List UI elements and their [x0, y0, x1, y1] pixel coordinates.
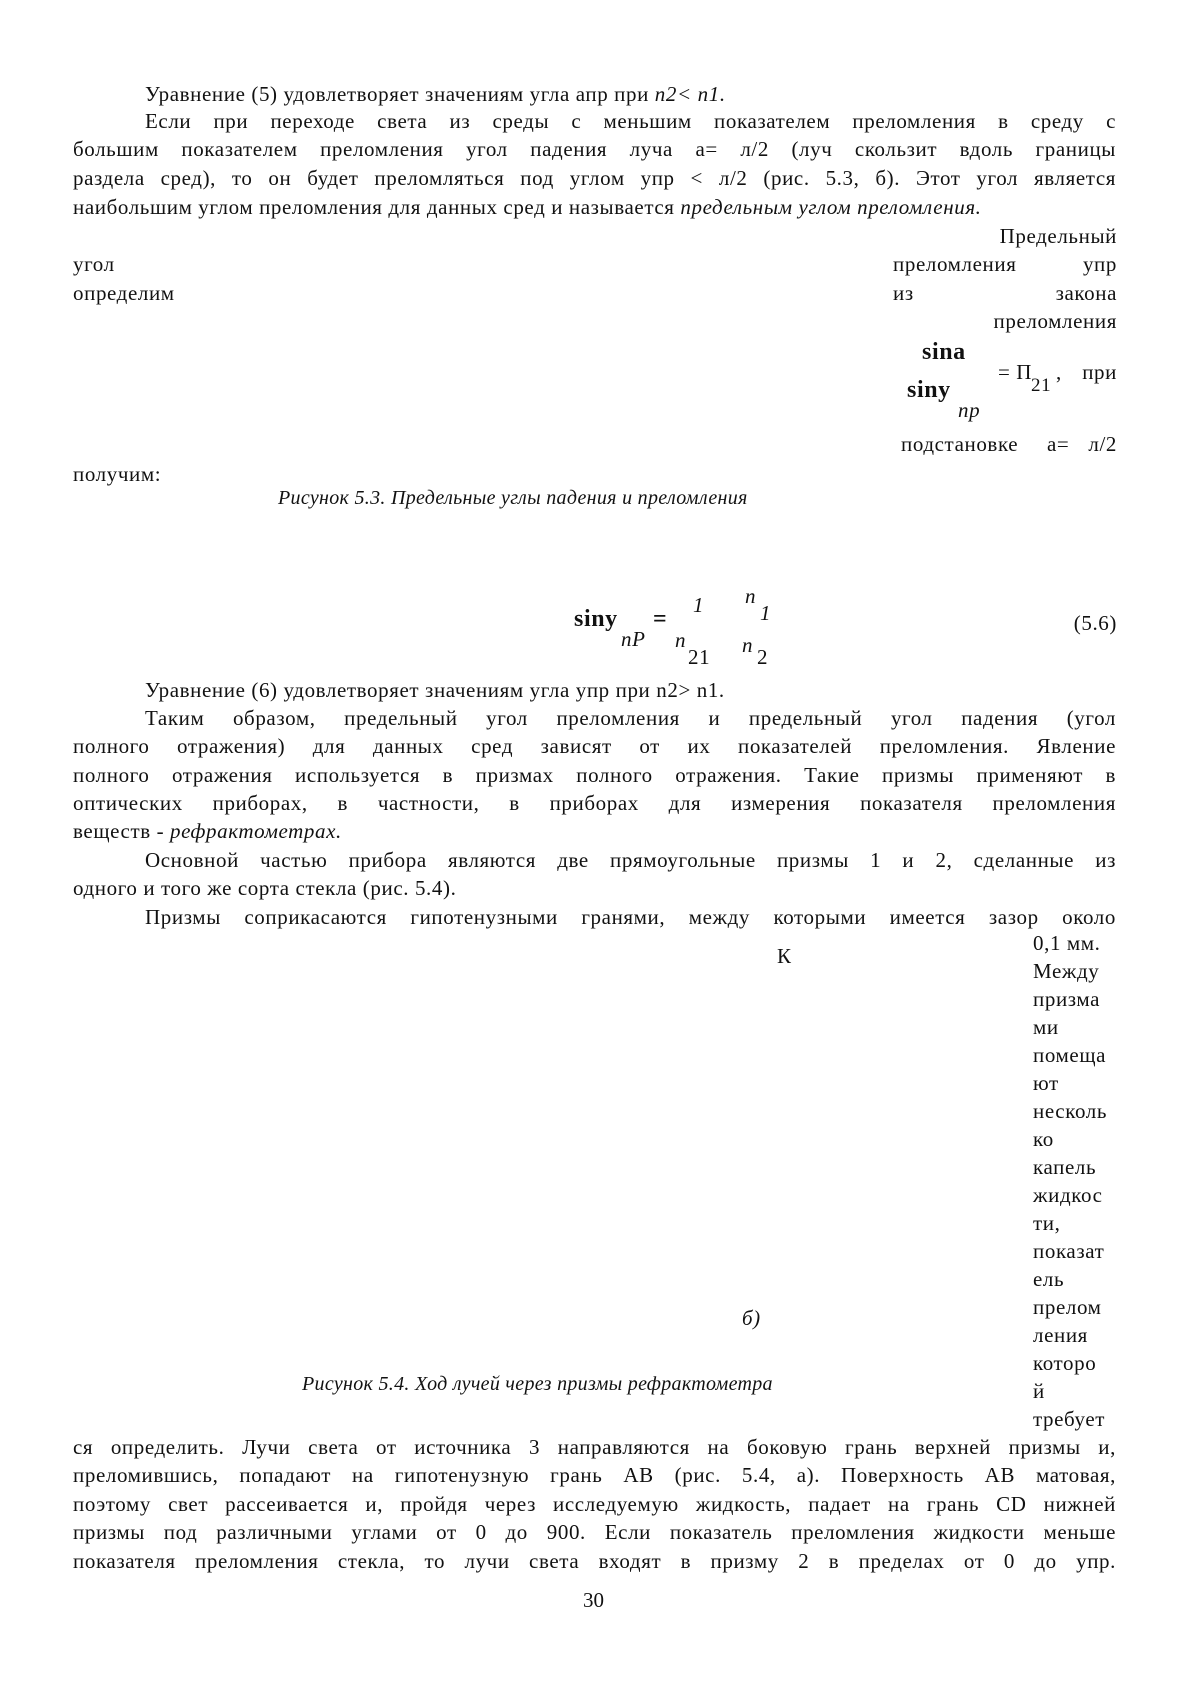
- side-line: которо: [1033, 1351, 1097, 1375]
- paragraph-9-line-1: Призмы соприкасаются гипотенузными гранями, между которыми имеется зазор около: [145, 905, 1116, 929]
- formula-5-6-n1-n: n: [745, 584, 757, 608]
- side-line: ти,: [1033, 1211, 1061, 1235]
- limit-word-1: Предельный: [999, 224, 1117, 248]
- limit-word-5: определим: [73, 281, 175, 305]
- limit-word-2: угол: [73, 252, 115, 276]
- figure-5-3-caption: Рисунок 5.3. Предельные углы падения и преломления: [278, 487, 748, 509]
- side-line: требует: [1033, 1407, 1106, 1431]
- limit-word-7: закона: [1055, 281, 1117, 305]
- formula-5-6-lhs: siny: [574, 606, 618, 632]
- formula-5-6-n21-sub: 21: [688, 645, 711, 669]
- side-line: ель: [1033, 1267, 1065, 1291]
- paragraph-2-line-4: [73, 193, 982, 221]
- formula-5-6-n1-sub: 1: [760, 601, 772, 625]
- limit-word-9: подстановке: [901, 432, 1019, 456]
- side-line: жидкос: [1033, 1183, 1103, 1207]
- formula-sin-numerator: sina: [922, 339, 966, 365]
- page-number: 30: [583, 1588, 604, 1612]
- side-line: ми: [1033, 1015, 1059, 1039]
- formula-5-6-n2-n: n: [742, 633, 754, 657]
- formula-rhs-sub: 21: [1031, 375, 1052, 396]
- side-line: й: [1033, 1379, 1045, 1403]
- paragraph-8-line-2: одного и того же сорта стекла (рис. 5.4).: [73, 876, 457, 900]
- formula-5-6-lhs-sub: nP: [621, 627, 646, 651]
- formula-rhs: = П: [998, 360, 1033, 384]
- side-line: ют: [1033, 1071, 1059, 1095]
- limit-word-6: из: [893, 281, 914, 305]
- emphasis: предельным углом преломления.: [680, 195, 982, 219]
- text: веществ -: [73, 819, 171, 843]
- side-line: прелом: [1033, 1295, 1102, 1319]
- limit-word-3: преломления: [893, 252, 1017, 276]
- side-line: помеща: [1033, 1043, 1107, 1067]
- figure-5-4-label-k: К: [777, 944, 792, 968]
- formula-comma: ,: [1056, 360, 1062, 384]
- paragraph-7-line-2: полного отражения) для данных сред зависят от их показателей преломления. Явление: [73, 734, 1116, 758]
- paragraph-8-line-1: Основной частью прибора являются две прямоугольные призмы 1 и 2, сделанные из: [145, 848, 1116, 872]
- formula-5-6-one: 1: [693, 593, 705, 617]
- formula-5-6-number: (5.6): [1073, 611, 1117, 635]
- side-line: 0,1 мм.: [1033, 931, 1101, 955]
- paragraph-10-line-5: показателя преломления стекла, то лучи света входят в призму 2 в пределах от 0 до упр.: [73, 1549, 1116, 1573]
- side-line: Между: [1033, 959, 1100, 983]
- side-line: призма: [1033, 987, 1101, 1011]
- paragraph-10-line-2: преломившись, попадают на гипотенузную грань АВ (рис. 5.4, а). Поверхность АВ матовая,: [73, 1463, 1116, 1487]
- condition: n2< n1.: [654, 82, 726, 106]
- paragraph-7-line-5: [73, 817, 342, 845]
- formula-sin-denominator: siny: [907, 377, 951, 403]
- side-line: ко: [1033, 1127, 1054, 1151]
- paragraph-10-line-1: ся определить. Лучи света от источника 3 направляются на боковую грань верхней призмы и,: [73, 1435, 1116, 1459]
- text: наибольшим углом преломления для данных сред и называется: [73, 195, 681, 219]
- paragraph-6: Уравнение (6) удовлетворяет значениям угла упр при n2> n1.: [145, 678, 725, 702]
- paragraph-7-line-4: оптических приборах, в частности, в приборах для измерения показателя преломления: [73, 791, 1116, 815]
- formula-pri: при: [1082, 360, 1117, 384]
- limit-word-4: упр: [1082, 252, 1117, 276]
- limit-word-12: получим:: [73, 462, 162, 486]
- paragraph-7-line-1: Таким образом, предельный угол преломления и предельный угол падения (угол: [145, 706, 1116, 730]
- paragraph-10-line-4: призмы под различными углами от 0 до 900. Если показатель преломления жидкости меньше: [73, 1520, 1116, 1544]
- formula-sin-denominator-sub: np: [958, 398, 981, 422]
- formula-5-6-n21-n: n: [675, 628, 687, 652]
- limit-word-8: преломления: [993, 309, 1117, 333]
- paragraph-10-line-3: поэтому свет рассеивается и, пройдя через исследуемую жидкость, падает на грань CD нижней: [73, 1492, 1116, 1516]
- figure-5-4-label-b: б): [742, 1306, 761, 1330]
- paragraph-2-line-2: большим показателем преломления угол падения луча а= л/2 (луч скользит вдоль границы: [73, 137, 1116, 161]
- side-line: капель: [1033, 1155, 1097, 1179]
- side-line: ления: [1033, 1323, 1088, 1347]
- formula-5-6-n2-sub: 2: [757, 645, 769, 669]
- side-column: [1033, 929, 1123, 1433]
- paragraph-7-line-3: полного отражения используется в призмах полного отражения. Такие призмы применяют в: [73, 763, 1116, 787]
- figure-5-4-caption: Рисунок 5.4. Ход лучей через призмы рефрактометра: [302, 1373, 773, 1395]
- paragraph-2-line-3: раздела сред), то он будет преломляться под углом упр < л/2 (рис. 5.3, б). Этот угол является: [73, 166, 1116, 190]
- emphasis: рефрактометрах.: [170, 819, 342, 843]
- paragraph-2-line-1: Если при переходе света из среды с меньшим показателем преломления в среду с: [145, 109, 1116, 133]
- formula-5-6-equals: =: [653, 606, 668, 632]
- side-line: несколь: [1033, 1099, 1108, 1123]
- limit-word-11: л/2: [1088, 432, 1117, 456]
- limit-word-10: а=: [1047, 432, 1070, 456]
- paragraph-1: [145, 80, 726, 108]
- side-line: показат: [1033, 1239, 1105, 1263]
- text: Уравнение (5) удовлетворяет значениям угла апр при: [145, 82, 655, 106]
